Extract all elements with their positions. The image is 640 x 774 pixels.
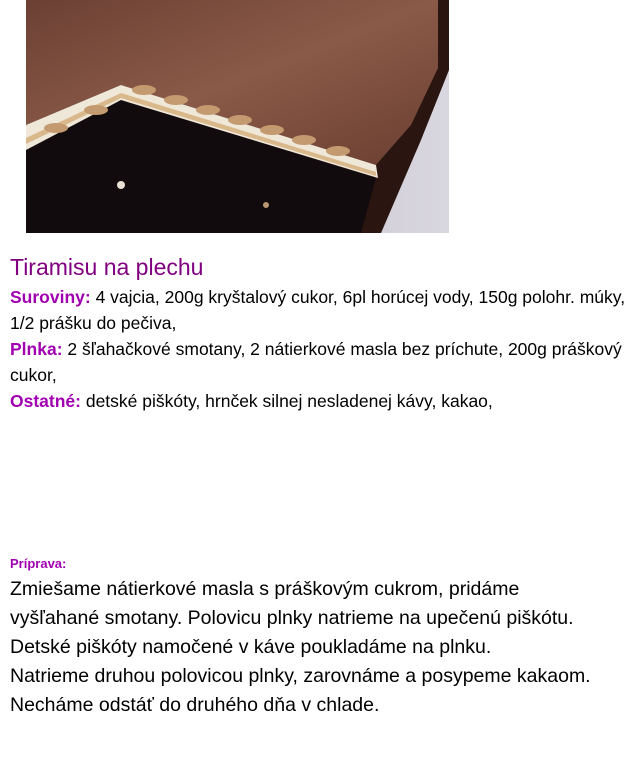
preparation-label: Príprava: xyxy=(10,556,67,571)
preparation-step: Zmiešame nátierkové masla s práškovým cukrom, pridáme vyšľahané smotany. Polovicu plnky natrieme na upečenú piškótu. xyxy=(10,578,574,629)
preparation-step: Natrieme druhou polovicou plnky, zarovnáme a posypeme kakaom. xyxy=(10,665,591,687)
ingredients-base-label: Suroviny: xyxy=(10,287,91,307)
ingredients-base xyxy=(10,284,638,336)
ingredients-other-text: detské piškóty, hrnček silnej nesladenej kávy, kakao, xyxy=(80,391,493,411)
ingredients-filling-text: 2 šľahačkové smotany, 2 nátierkové masla bez príchute, 200g práškový cukor, xyxy=(10,339,622,385)
preparation-step: Detské piškóty namočené v káve poukladáme na plnku. xyxy=(10,636,492,658)
ingredients-filling xyxy=(10,336,638,388)
recipe-title: Tiramisu na plechu xyxy=(10,254,204,280)
preparation-steps xyxy=(10,575,610,720)
ingredients-filling-label: Plnka: xyxy=(10,339,63,359)
ingredients-other-label: Ostatné: xyxy=(10,391,81,411)
preparation-step: Necháme odstáť do druhého dňa v chlade. xyxy=(10,694,380,716)
tiramisu-photo-icon xyxy=(26,0,449,233)
ingredients-other xyxy=(10,388,638,414)
ingredients-base-text: 4 vajcia, 200g kryštalový cukor, 6pl horúcej vody, 150g polohr. múky, 1/2 prášku do pečiva, xyxy=(10,287,626,333)
